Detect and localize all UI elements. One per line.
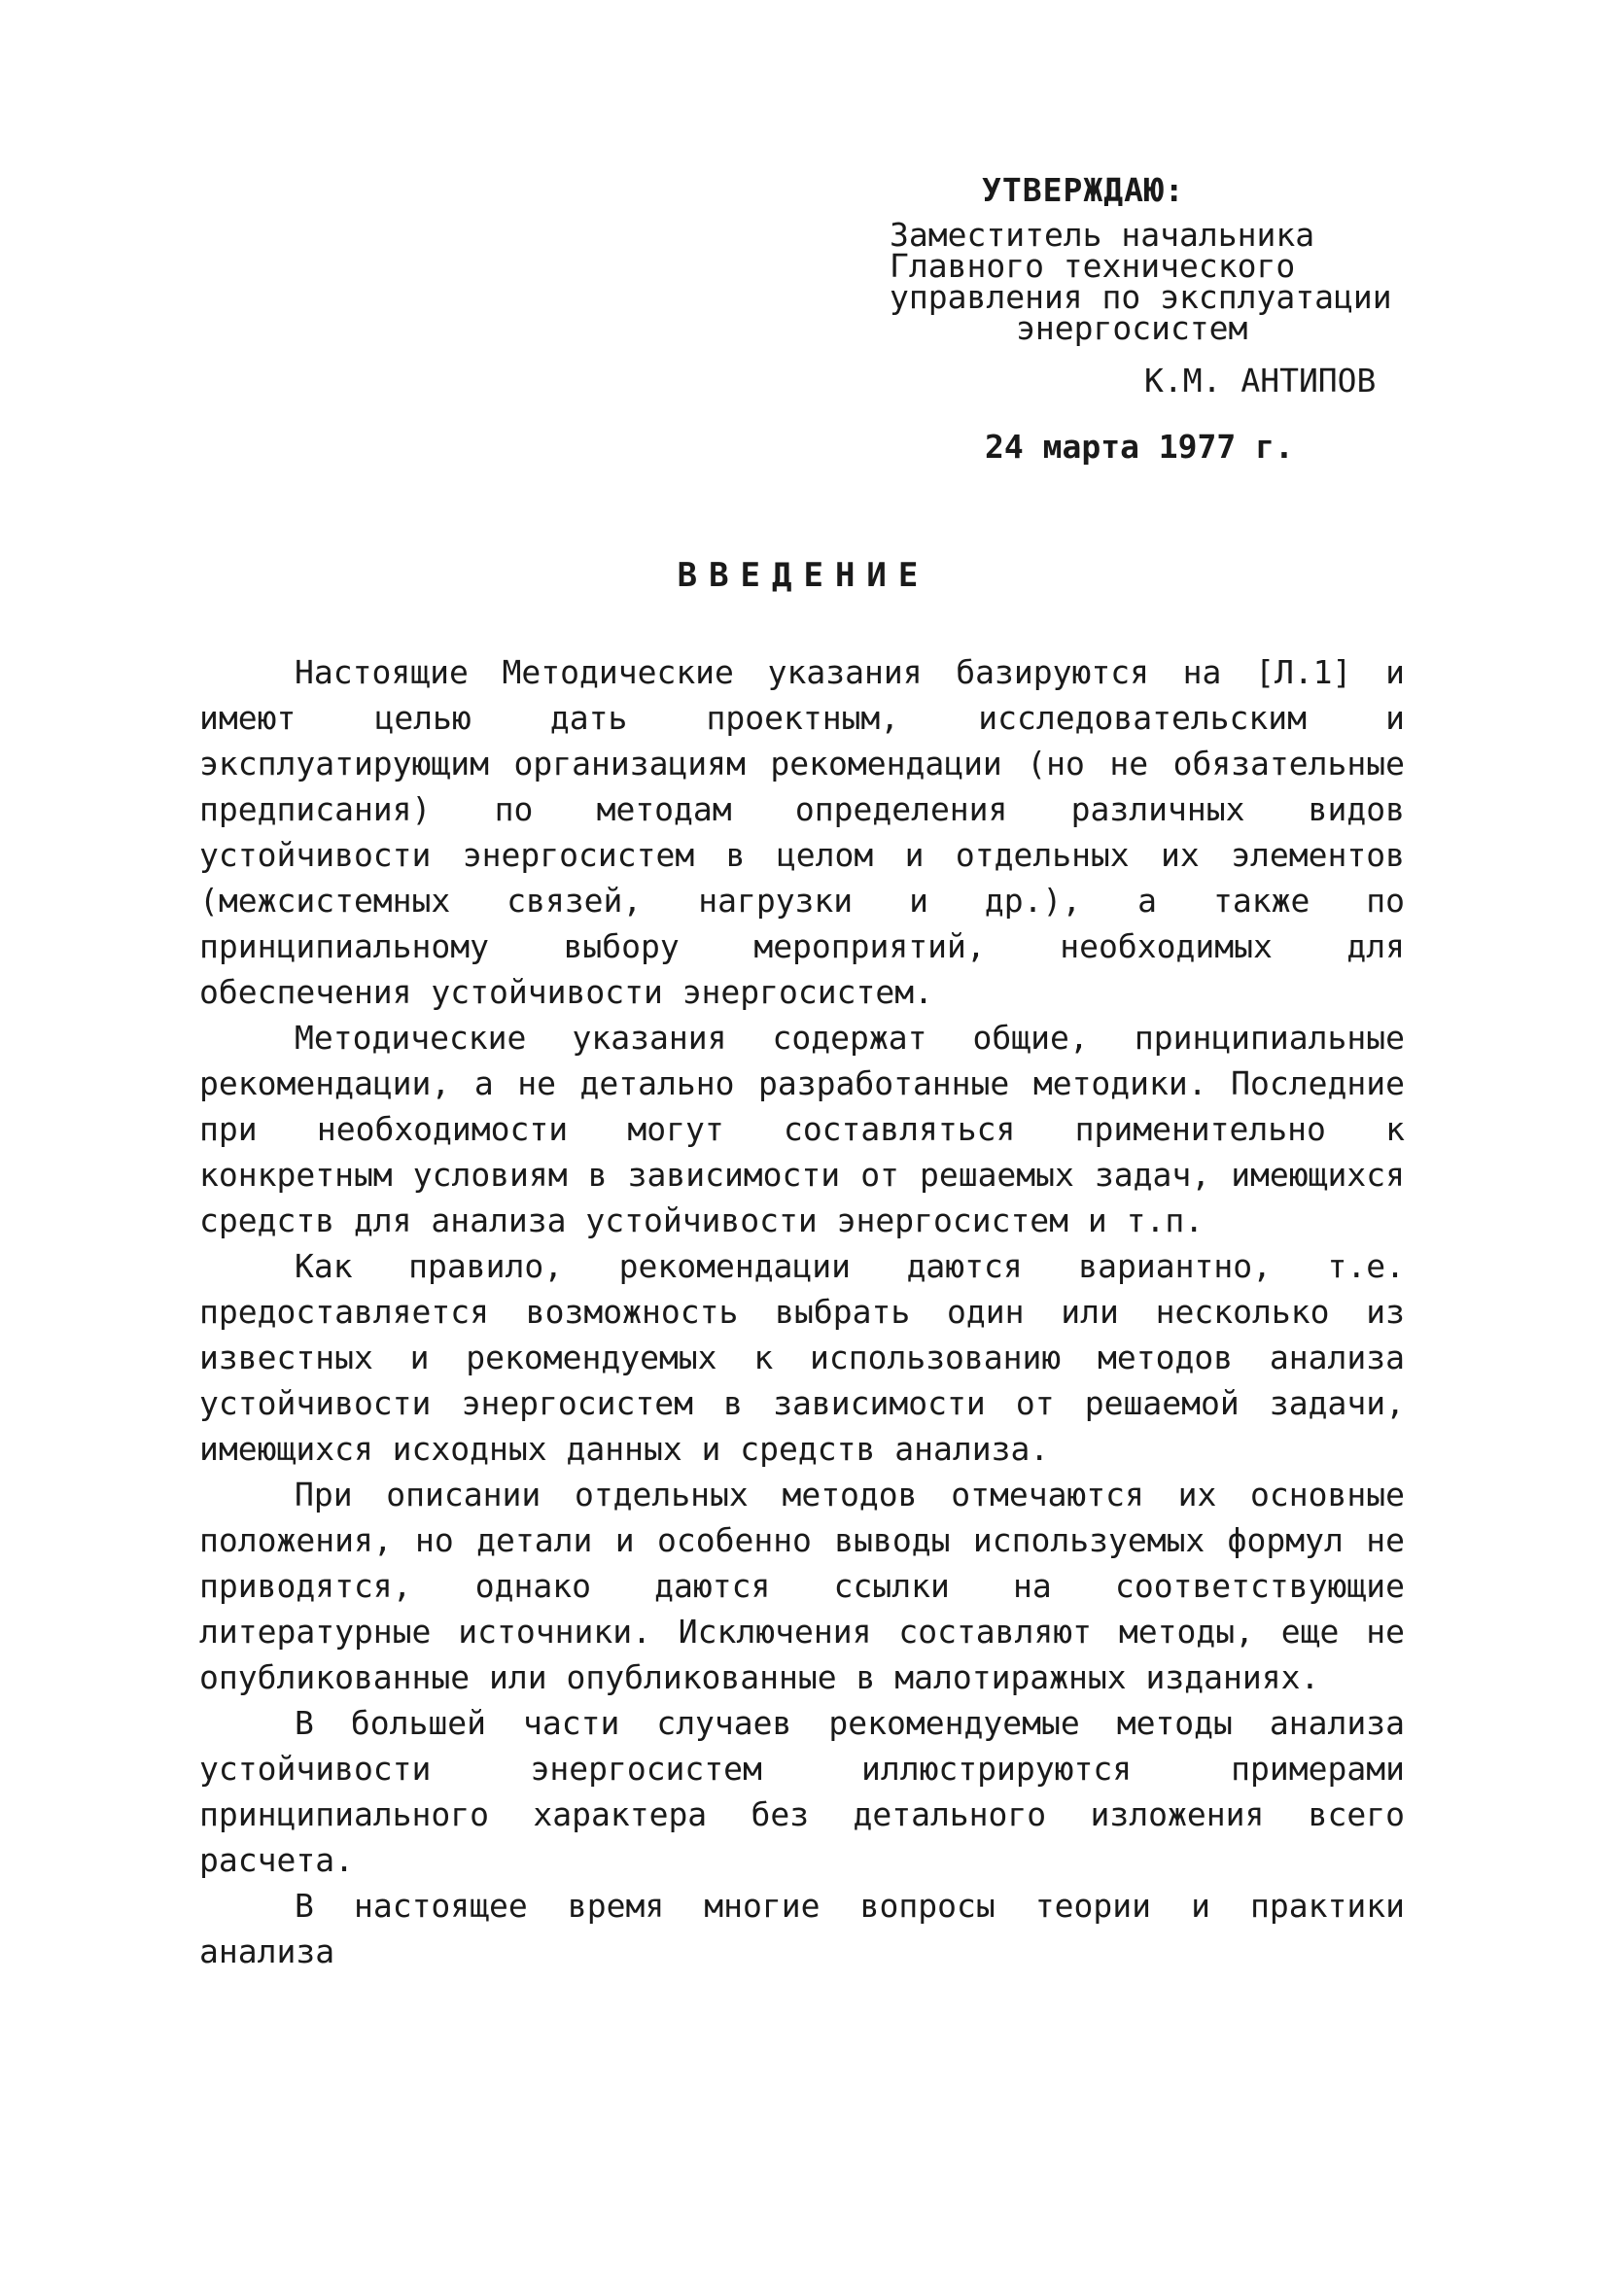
paragraph: Как правило, рекомендации даются вариантно, т.е. предоставляется возможность выбрать один или несколько из известных и рекомендуемых к использованию методов анализа устойчивости энергосистем в зависимости от решаемой задачи, имеющихся исходных данных и средств анализа. bbox=[199, 1247, 1405, 1468]
body-text bbox=[199, 649, 1405, 1974]
approver-position-line: Главного технического bbox=[890, 247, 1296, 285]
approver-position-line: энергосистем bbox=[1016, 309, 1248, 347]
approval-block bbox=[890, 171, 1395, 466]
paragraph: При описании отдельных методов отмечаются их основные положения, но детали и особенно выводы используемых формул не приводятся, однако даются ссылки на соответствующие литературные источники. Исключения составляют методы, еще не опубликованные или опубликованные в малотиражных изданиях. bbox=[199, 1476, 1405, 1696]
approver-position-line: управления по эксплуатации bbox=[890, 278, 1392, 316]
paragraph: В настоящее время многие вопросы теории и практики анализа bbox=[199, 1887, 1405, 1970]
approver-position-line: Заместитель начальника bbox=[890, 216, 1315, 254]
approver-name: К.М. АНТИПОВ bbox=[1144, 362, 1377, 400]
paragraph: Методические указания содержат общие, принципиальные рекомендации, а не детально разработанные методики. Последние при необходимости могут составляться применительно к конкретным условиям в зависимости от решаемых задач, имеющихся средств для анализа устойчивости энергосистем и т.п. bbox=[199, 1019, 1405, 1239]
paragraph: Настоящие Методические указания базируются на [Л.1] и имеют целью дать проектным, исследовательским и эксплуатирующим организациям рекомендации (но не обязательные предписания) по методам определения различных видов устойчивости энергосистем в целом и отдельных их элементов (межсистемных связей, нагрузки и др.), а также по принципиальному выбору мероприятий, необходимых для обеспечения устойчивости энергосистем. bbox=[199, 653, 1405, 1011]
section-title: ВВЕДЕНИЕ bbox=[677, 556, 930, 595]
approval-heading: УТВЕРЖДАЮ: bbox=[982, 171, 1185, 209]
approver-position bbox=[890, 216, 1395, 347]
approval-date: 24 марта 1977 г. bbox=[985, 428, 1294, 466]
paragraph: В большей части случаев рекомендуемые методы анализа устойчивости энергосистем иллюстрируются примерами принципиального характера без детального изложения всего расчета. bbox=[199, 1704, 1405, 1879]
